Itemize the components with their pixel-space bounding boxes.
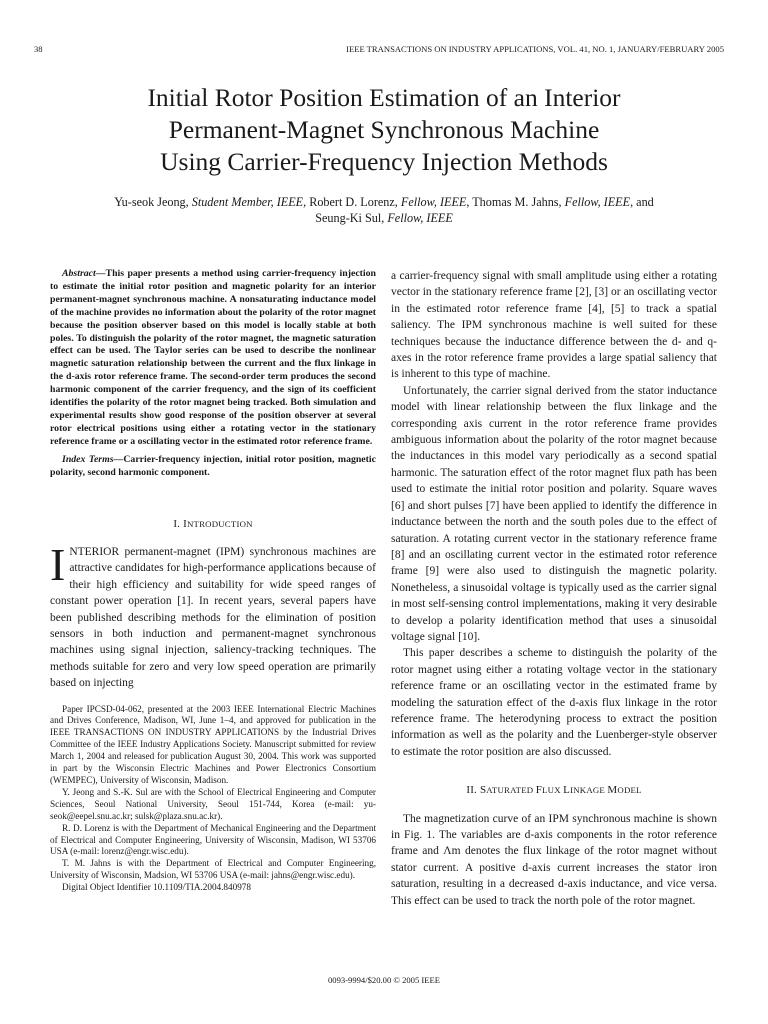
right-column [391,268,717,909]
abstract-label: Abstract— [62,268,106,279]
author-name: , Robert D. Lorenz, [303,195,401,209]
footnote-affiliation: R. D. Lorenz is with the Department of Mechanical Engineering and the Department of Electrical and Computer Engineering, University of Wisconsin, Madison, WI 53706 USA (e-mail: lorenz@engr.wisc.edu). [50,822,376,857]
author-name: , Thomas M. Jahns, [466,195,565,209]
title-line-2: Permanent-Magnet Synchronous Machine [168,115,600,144]
drop-cap: I [50,538,66,590]
author-name: Seung-Ki Sul, [315,210,388,225]
page-number: 38 [34,44,43,54]
section-title-initial: S [479,784,487,797]
section-heading-introduction [50,516,376,532]
section-title-rest: NTRODUCTION [186,518,253,529]
index-terms-text: Carrier-frequency injection, initial rotor position, magnetic polarity, second harmonic component. [50,453,376,478]
intro-paragraph [50,538,376,692]
body-paragraph: Unfortunately, the carrier signal derived from the stator inductance model with linear relationship between the flux linkage and the corresponding axis current in the rotor reference frame provides ambiguous information about the polarity of the rotor magnet because the inductances in this model vary periodically as a second spatial harmonic. The saturation effect of the rotor magnet flux path has been used to estimate the initial rotor position and polarity. Square waves [6] and short pulses [7] have been applied to identify the difference in inductance between the north and the south poles due to the effect of saturation. A rotating current vector in the stationary reference frame [8] and an oscillating current vector in the estimated rotor reference frame [9] were also used to distinguish the magnetic polarity. Nonetheless, a sinusoidal voltage is typically used as the carrier signal in most self-sensing control implementations, making it very desirable to develop a polarity identification method that uses a sinusoidal voltage signal [10]. [391,384,717,643]
section-numeral: I. [173,517,184,530]
title-line-1: Initial Rotor Position Estimation of an Interior [147,83,621,112]
author-membership: Fellow, IEEE [400,195,467,209]
paper-title [0,82,768,178]
copyright-footer: 0093-9994/$20.00 © 2005 IEEE [327,975,441,985]
footnote-affiliation: Y. Jeong and S.-K. Sul are with the School of Electrical Engineering and Computer Sciences, Seoul National University, Seoul 151-744, Korea (e-mail: yu-seok@eepel.snu.ac.kr; sulsk@plaza.snu.ac.kr). [50,786,376,821]
section-heading-saturated-flux-linkage-model [391,782,717,798]
body-paragraph: a carrier-frequency signal with small amplitude using either a rotating vector in the stationary reference frame [2], [3] or an oscillating vector in the estimated rotor reference frame [4], [5] to track a spatial saliency. The IPM synchronous machine is well suited for these techniques because the inductance difference between the d- and q-axes in the rotor reference frame provides a large spatial saliency that is inherent to this type of machine. [391,270,717,381]
body-paragraph: The magnetization curve of an IPM synchronous machine is shown in Fig. 1. The variables are d-axis components in the rotor reference frame and Λm denotes the flux linkage of the rotor magnet without stator current. A positive d-axis current increases the stator iron saturation, resulting in a decreased d-axis inductance, and vice versa. This effect can be used to track the north pole of the rotor magnet. [391,812,717,907]
author-name: Yu-seok Jeong, [114,195,192,209]
author-membership: Fellow, IEEE [387,210,453,225]
section-title-initial: M [607,784,618,797]
author-list [40,195,728,226]
footnotes [50,704,376,895]
left-column [50,268,376,894]
section-title-rest: LUX [542,785,564,796]
abstract [50,268,376,449]
section-title-initial: I [183,517,187,530]
footnote-doi: Digital Object Identifier 10.1109/TIA.2004.840978 [62,882,251,893]
intro-text: NTERIOR permanent-magnet (IPM) synchronous machines are attractive candidates for high-performance applications because of their high efficiency and suitability for wide speed ranges of constant power operation [1]. In recent years, several papers have been published describing methods for the elimination of position sensors in both induction and permanent-magnet synchronous machines using signal injection, saliency-tracking techniques. The methods suitable for zero and very low speed operation are primarily based on injecting [50,545,376,690]
section-title-rest: ATURATED [486,785,536,796]
section-title-rest: INKAGE [570,785,608,796]
footnote-affiliation: T. M. Jahns is with the Department of Electrical and Computer Engineering, University of Wisconsin, Madsion, WI 53706 USA (e-mail: jahns@engr.wisc.edu). [50,858,376,881]
running-head: IEEE TRANSACTIONS ON INDUSTRY APPLICATIONS, VOL. 41, NO. 1, JANUARY/FEBRUARY 2005 [346,44,724,54]
section-numeral: II. [466,784,480,797]
index-terms-label: Index Terms— [62,453,124,465]
section-title-rest: ODEL [617,785,642,796]
body-paragraph: This paper describes a scheme to distinguish the polarity of the rotor magnet using either a rotating voltage vector in the stationary reference frame or an oscillating vector in the estimated frame by modeling the saturation effect of the d-axis flux linkage in the rotor reference frame. The heterodyning process to extract the position information as well as the polarity and the Luenberger-style observer to estimate the rotor position are also discussed. [391,647,717,758]
footnote-paper-info: Paper IPCSD-04-062, presented at the 2003 IEEE International Electric Machines and Drives Conference, Madison, WI, June 1–4, and approved for publication in the IEEE TRANSACTIONS ON INDUSTRY APPLICATIONS by the Industrial Drives Committee of the IEEE Industry Applications Society. Manuscript submitted for review March 1, 2004 and released for publication August 30, 2004. This work was supported in part by the Wisconsin Electric Machines and Power Electronics Consortium (WEMPEC), University of Wisconsin, Madison. [50,703,376,785]
abstract-text: This paper presents a method using carrier-frequency injection to estimate the initial rotor position and magnetic polarity for an interior permanent-magnet synchronous machine. A nonsaturating inductance model of the machine provides no information about the polarity of the rotor magnet because the position observer based on this model is locally stable at both poles. To distinguish the polarity of the rotor magnet, the magnetic saturation effect can be used. The Taylor series can be used to describe the nonlinear magnetic saturation relationship between the current and the flux linkage in the d-axis rotor reference frame. The second-order term produces the second harmonic component of the carrier frequency, and the sign of its coefficient identifies the polarity of the rotor magnet being tracked. Both simulation and experimental results show good response of the position observer at several rotor electrical positions using either a rotating vector in the stationary reference frame or a oscillating vector in the estimated rotor reference frame. [50,268,377,447]
author-conjunction: , and [630,195,654,209]
author-membership: Student Member, IEEE [191,195,304,209]
section-title-initial: L [563,784,571,797]
title-line-3: Using Carrier-Frequency Injection Methods [160,147,608,176]
index-terms [50,454,376,480]
author-membership: Fellow, IEEE [564,195,631,209]
section-title-initial: F [535,784,543,797]
